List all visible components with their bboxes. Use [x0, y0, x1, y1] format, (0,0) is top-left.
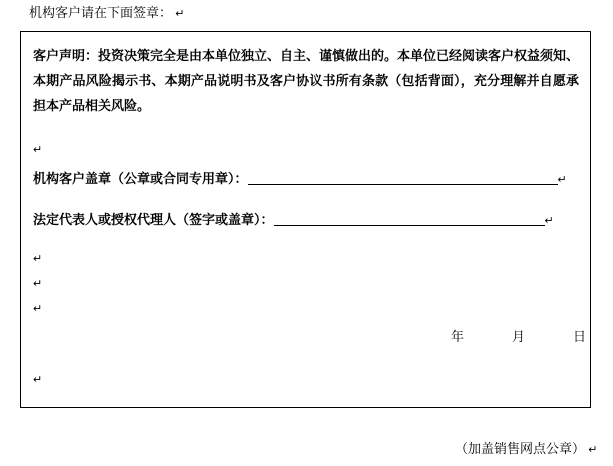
representative-field-rule[interactable]: [274, 212, 545, 226]
seal-field-label: 机构客户盖章（公章或合同专用章）：: [33, 171, 248, 186]
date-month-label: 月: [512, 329, 526, 344]
paragraph-mark-icon: ↵: [33, 253, 43, 265]
seal-field-rule[interactable]: [248, 171, 558, 185]
representative-field-label: 法定代表人或授权代理人（签字或盖章）：: [33, 212, 274, 227]
paragraph-mark-icon: ↵: [544, 215, 554, 227]
date-line: [451, 326, 586, 348]
blank-line: [33, 245, 42, 272]
page-title-text: 机构客户请在下面签章：: [29, 5, 173, 20]
blank-line: [33, 295, 42, 322]
paragraph-mark-icon: ↵: [175, 8, 185, 20]
blank-line: [33, 368, 42, 391]
representative-field-row: [33, 209, 579, 232]
footer-note: [455, 440, 597, 459]
date-day-label: 日: [573, 329, 587, 344]
blank-line: [33, 270, 42, 297]
date-year-label: 年: [451, 329, 465, 344]
footer-note-text: （加盖销售网点公章）: [455, 441, 586, 456]
paragraph-mark-icon: ↵: [33, 303, 43, 315]
blank-line: [33, 136, 42, 163]
seal-field-row: [33, 168, 579, 191]
signature-box: [20, 31, 591, 408]
customer-statement: 客户声明：投资决策完全是由本单位独立、自主、谨慎做出的。本单位已经阅读客户权益须知、本期产品风险揭示书、本期产品说明书及客户协议书所有条款（包括背面），充分理解并自愿承担本产品相关风险。: [33, 48, 580, 113]
paragraph-mark-icon: ↵: [33, 144, 43, 156]
paragraph-mark-icon: ↵: [588, 444, 598, 456]
paragraph-mark-icon: ↵: [33, 374, 43, 386]
paragraph-mark-icon: ↵: [557, 174, 567, 186]
page-title: [29, 4, 184, 23]
paragraph-mark-icon: ↵: [33, 278, 43, 290]
